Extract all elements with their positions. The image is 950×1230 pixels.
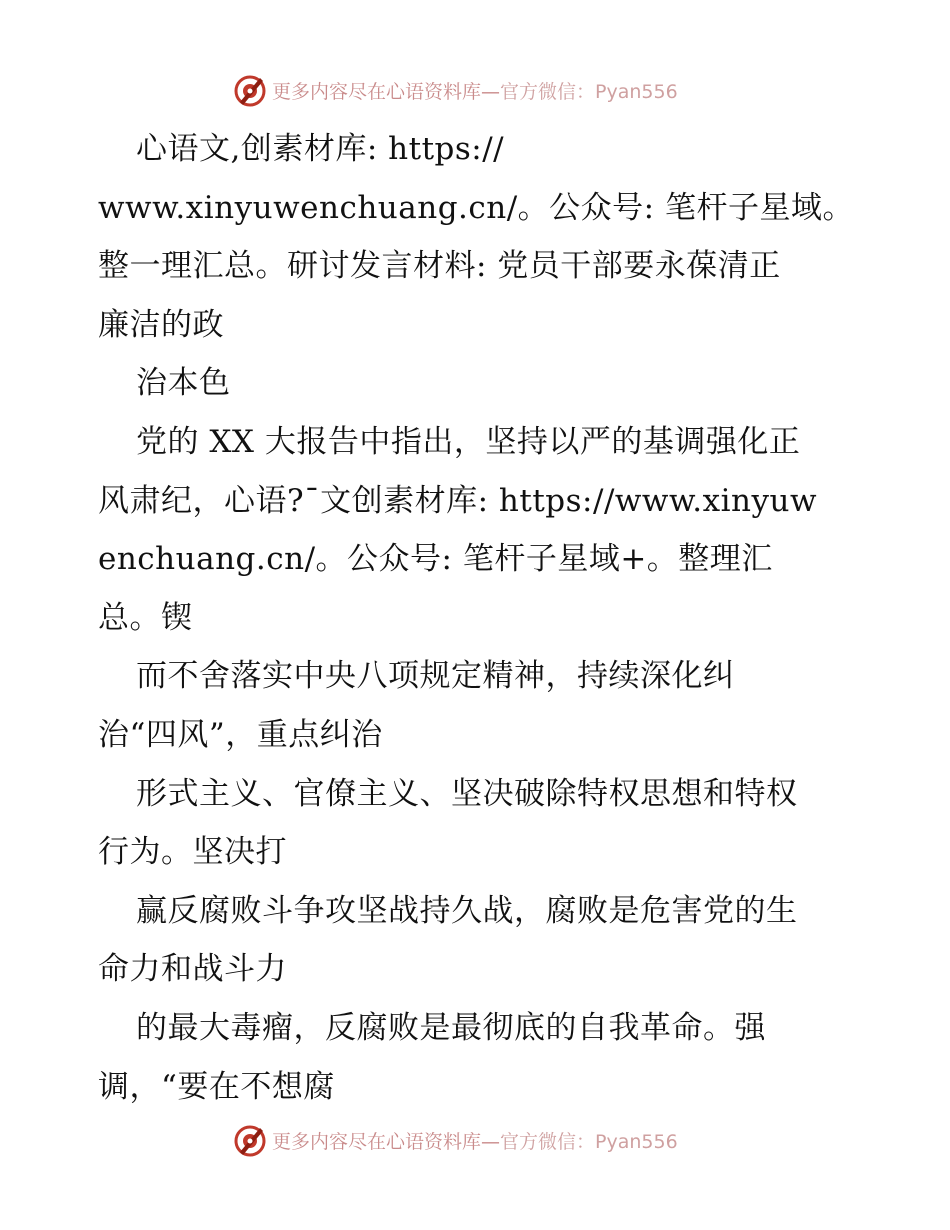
document-body xyxy=(98,120,858,1116)
text-line: 赢反腐败斗争攻坚战持久战，腐败是危害党的生 xyxy=(136,892,798,929)
banner-main-text: 更多内容尽在心语资料库 xyxy=(272,80,482,103)
text-line: enchuang.cn/。公众号: 笔杆子星域+。整理汇 xyxy=(98,541,773,578)
text-line: 而不舍落实中央八项规定精神，持续深化纠 xyxy=(136,658,735,695)
text-line: 行为。坚决打 xyxy=(98,834,287,871)
banner-dash: — xyxy=(481,80,501,103)
banner-contact-id: Pyan556 xyxy=(595,80,678,103)
text-line: 形式主义、官僚主义、坚决破除特权思想和特权 xyxy=(136,775,798,812)
text-line: 心语文,创素材库: https:// xyxy=(136,131,505,167)
text-line: 的最大毒瘤，反腐败是最彻底的自我革命。强 xyxy=(136,1009,766,1046)
banner-main-text: 更多内容尽在心语资料库 xyxy=(272,1130,482,1153)
banner-contact-label: 官方微信： xyxy=(500,1130,596,1153)
text-line: 治本色 xyxy=(136,365,231,402)
text-line: 廉洁的政 xyxy=(98,306,224,343)
banner-contact-label: 官方微信： xyxy=(500,80,596,103)
text-line: 总。锲 xyxy=(98,599,193,636)
banner-dash: — xyxy=(481,1130,501,1153)
text-line: 命力和战斗力 xyxy=(98,951,287,988)
text-line: 风肃纪，心语?¯文创素材库: https://www.xinyuw xyxy=(98,482,818,519)
banner-contact-id: Pyan556 xyxy=(595,1130,678,1153)
header-banner xyxy=(232,70,678,110)
brand-logo-icon xyxy=(232,1122,268,1158)
brand-logo-icon xyxy=(232,72,268,108)
text-line: www.xinyuwenchuang.cn/。公众号: 笔杆子星域。 xyxy=(98,189,854,226)
text-line: 治“四风”，重点纠治 xyxy=(98,716,383,753)
text-line: 整一理汇总。研讨发言材料: 党员干部要永葆清正 xyxy=(98,248,781,285)
footer-banner xyxy=(232,1120,678,1160)
text-line: 党的 XX 大报告中指出，坚持以严的基调强化正 xyxy=(136,423,801,460)
text-line: 调，“要在不想腐 xyxy=(98,1068,335,1105)
